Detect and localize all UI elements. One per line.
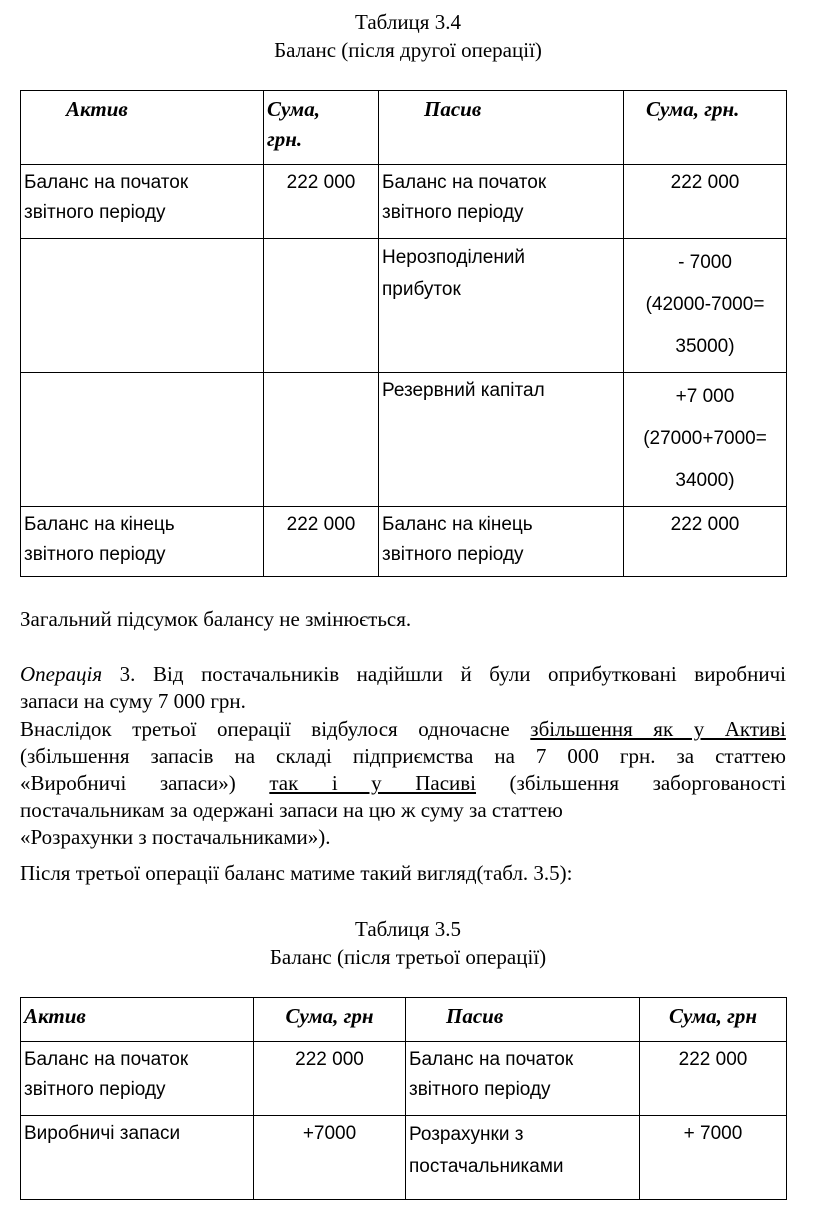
table-row: [21, 239, 787, 373]
liability-cell: Резервний капітал: [379, 373, 624, 507]
asset-sum-cell: 222 000: [264, 165, 379, 239]
liability-sum-cell: + 7000: [640, 1116, 787, 1200]
asset-cell: Баланс на початок звітного періоду: [21, 1042, 254, 1116]
liability-sum-cell: 222 000: [624, 507, 787, 577]
header-liability-sum: Сума, грн: [640, 998, 787, 1042]
balance-table-3-5: [20, 997, 787, 1200]
liability-sum-cell: 222 000: [624, 165, 787, 239]
header-asset: Актив: [21, 998, 254, 1042]
liability-cell: Баланс на початок звітного періоду: [379, 165, 624, 239]
asset-cell: Виробничі запаси: [21, 1116, 254, 1200]
asset-sum-cell: +7000: [254, 1116, 406, 1200]
table-row: [21, 1042, 787, 1116]
operation-label: Операція: [20, 662, 103, 686]
header-asset-sum: Сума, грн: [254, 998, 406, 1042]
table-row: [21, 1116, 787, 1200]
summary-text: Загальний підсумок балансу не змінюється.: [20, 607, 412, 631]
asset-cell: [21, 373, 264, 507]
header-liability: Пасив: [379, 91, 624, 165]
liability-cell: Розрахунки з постачальниками: [406, 1116, 640, 1200]
liability-cell: Баланс на кінець звітного періоду: [379, 507, 624, 577]
table-3-4-number: Таблиця 3.4: [355, 10, 461, 34]
header-asset: Актив: [21, 91, 264, 165]
liability-sum-cell: 222 000: [640, 1042, 787, 1116]
asset-sum-cell: 222 000: [264, 507, 379, 577]
liability-cell: Баланс на початок звітного періоду: [406, 1042, 640, 1116]
asset-cell: [21, 239, 264, 373]
asset-sum-cell: [264, 373, 379, 507]
asset-sum-cell: 222 000: [254, 1042, 406, 1116]
table-3-5-number: Таблиця 3.5: [355, 917, 461, 941]
balance-table-3-4: [20, 90, 787, 577]
table-row: [21, 165, 787, 239]
header-liability-sum: Сума, грн.: [624, 91, 787, 165]
table-header-row: [21, 998, 787, 1042]
table-row: [21, 373, 787, 507]
asset-cell: Баланс на кінець звітного періоду: [21, 507, 264, 577]
liability-sum-cell: +7 000 (27000+7000= 34000): [624, 373, 787, 507]
liability-cell: Нерозподілений прибуток: [379, 239, 624, 373]
operation-3-paragraph: Операція 3. Від постачальників надійшли й були оприбутковані виробничі запаси на суму 7 000 грн.: [20, 662, 786, 713]
asset-sum-cell: [264, 239, 379, 373]
effect-paragraph: Внаслідок третьої операції відбулося одночасне збільшення як у Активі (збільшення запасів на складі підприємства на 7 000 грн. за статтею «Виробничі запаси») так і у Пасиві (збільшення заборгованості постачальникам за одержані запаси на цю ж суму за статтею «Розрахунки з постачальниками»).: [20, 717, 787, 849]
table-3-5-title: Баланс (після третьої операції): [269, 945, 547, 969]
table-row: [21, 507, 787, 577]
table-3-4-title: Баланс (після другої операції): [274, 38, 542, 62]
header-asset-sum: Сума, грн.: [264, 91, 379, 165]
after-operation-text: Після третьої операції баланс матиме такий вигляд(табл. 3.5):: [20, 861, 573, 885]
header-liability: Пасив: [406, 998, 640, 1042]
table-header-row: [21, 91, 787, 165]
asset-cell: Баланс на початок звітного періоду: [21, 165, 264, 239]
liability-sum-cell: - 7000 (42000-7000= 35000): [624, 239, 787, 373]
